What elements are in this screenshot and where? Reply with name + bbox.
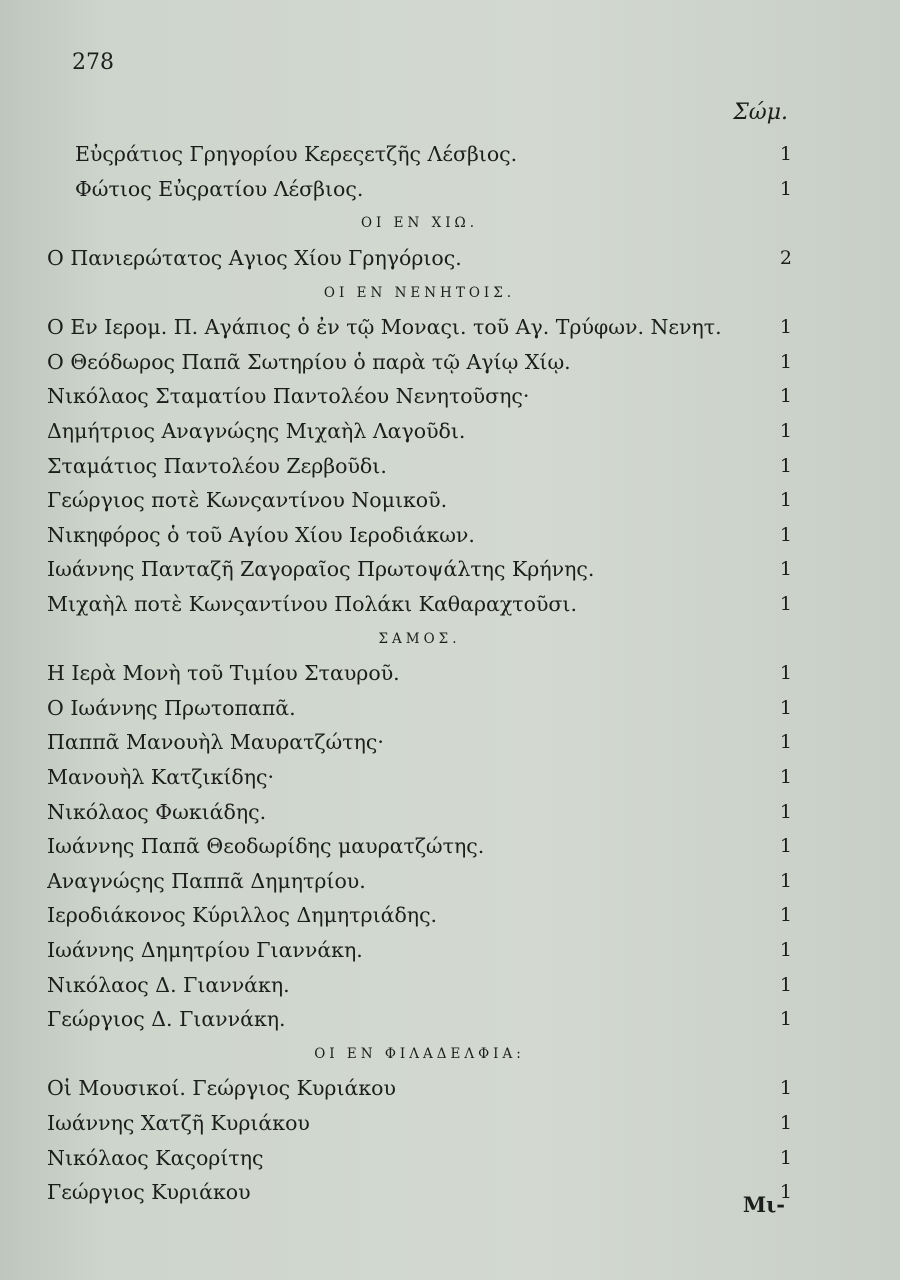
catchword: Μι- [742,1192,785,1217]
list-item [47,552,792,587]
subscriber-name: Ιωάννης Δημητρίου Γιαννάκη. [47,937,363,962]
copies-count: 1 [779,1008,792,1031]
list-item [47,137,792,172]
list-item [47,794,792,829]
list-item [47,1106,792,1141]
subscriber-name: Γεώργιος Κυριάκου [47,1180,251,1205]
copies-count: 1 [779,800,792,823]
copies-count: 1 [779,177,792,200]
list-item [47,379,792,414]
subscriber-name: Νικόλαος Δ. Γιαννάκη. [47,972,290,997]
copies-count: 1 [779,765,792,788]
subscriber-name: Ιωάννης Παπᾶ Θεοδωρίδης μαυρατζώτης. [47,834,485,859]
list-item [47,829,792,864]
copies-count: 1 [779,869,792,892]
list-item [47,656,792,691]
page-number: 278 [72,50,114,75]
subscriber-name: Ο Πανιερώτατος Αγιος Χίου Γρηγόριος. [47,246,462,271]
subscriber-name: Φώτιος Εὐςρατίου Λέσβιος. [75,176,364,201]
column-header: Σώμ. [733,100,788,125]
copies-count: 1 [779,558,792,581]
subscriber-name: Ο Ιωάννης Πρωτοπαπᾶ. [47,695,296,720]
subscriber-name: Δημήτριος Αναγνώςης Μιχαὴλ Λαγοῦδι. [47,419,466,444]
subscriber-name: Ιωάννης Χατζῆ Κυριάκου [47,1110,310,1135]
copies-count: 1 [779,454,792,477]
copies-count: 1 [779,385,792,408]
subscriber-list [47,137,792,1209]
list-item [47,760,792,795]
subscriber-name: Νικόλαος Φωκιάδης. [47,799,267,824]
list-item [47,310,792,345]
copies-count: 1 [779,696,792,719]
copies-count: 1 [779,489,792,512]
copies-count: 1 [779,1111,792,1134]
list-item [47,1002,792,1037]
copies-count: 1 [779,662,792,685]
copies-count: 1 [779,731,792,754]
copies-count: 1 [779,316,792,339]
subscriber-name: Μανουὴλ Κατζικίδης· [47,764,275,789]
subscriber-name: Ιωάννης Πανταζῆ Ζαγοραῖος Πρωτοψάλτης Κρήνης. [47,557,595,582]
list-item [47,1175,792,1210]
subscriber-name: Σταμάτιος Παντολέου Ζερβοῦδι. [47,453,387,478]
list-item [47,967,792,1002]
section-heading: ΣΑΜΟΣ. [378,630,461,647]
subscriber-name: Ο Εν Ιερομ. Π. Αγάπιος ὁ ἐν τῷ Μοναςι. τοῦ Αγ. Τρύφων. Νενητ. [47,315,722,340]
subscriber-name: Αναγνώςης Παππᾶ Δημητρίου. [47,868,366,893]
list-item [47,1071,792,1106]
copies-count: 1 [779,143,792,166]
copies-count: 1 [779,350,792,373]
list-item [47,518,792,553]
list-item [47,863,792,898]
subscriber-name: Οἱ Μουσικοί. Γεώργιος Κυριάκου [47,1076,396,1101]
subscriber-name: Εὐςράτιος Γρηγορίου Κερεςετζῆς Λέσβιος. [75,142,518,167]
list-item [47,898,792,933]
copies-count: 1 [779,1181,792,1204]
subscriber-name: Γεώργιος Δ. Γιαννάκη. [47,1007,286,1032]
section-heading: ΟΙ ΕΝ ΝΕΝΗΤΟΙΣ. [323,284,516,301]
subscriber-name: Ο Θεόδωρος Παπᾶ Σωτηρίου ὁ παρὰ τῷ Αγίῳ Χίῳ. [47,349,571,374]
copies-count: 1 [779,1146,792,1169]
copies-count: 1 [779,973,792,996]
copies-count: 1 [779,938,792,961]
list-item [47,691,792,726]
subscriber-name: Μιχαὴλ ποτὲ Κωνςαντίνου Πολάκι Καθαραχτοῦσι. [47,592,577,617]
copies-count: 1 [779,523,792,546]
subscriber-name: Η Ιερὰ Μονὴ τοῦ Τιμίου Σταυροῦ. [47,661,400,686]
list-item [47,725,792,760]
list-item [47,414,792,449]
copies-count: 2 [779,247,792,270]
list-item [47,448,792,483]
list-item [47,172,792,207]
subscriber-name: Νικηφόρος ὁ τοῦ Αγίου Χίου Ιεροδιάκων. [47,522,475,547]
copies-count: 1 [779,1077,792,1100]
subscriber-name: Νικόλαος Καςορίτης [47,1145,264,1170]
subscriber-name: Παππᾶ Μανουὴλ Μαυρατζώτης· [47,730,384,755]
section-heading: ΟΙ ΕΝ ΦΙΛΑΔΕΛΦΙΑ: [314,1045,525,1062]
copies-count: 1 [779,593,792,616]
section-heading: ΟΙ ΕΝ ΧΙΩ. [360,215,479,232]
list-item [47,241,792,276]
list-item [47,483,792,518]
list-item [47,587,792,622]
list-item [47,1140,792,1175]
subscriber-name: Γεώργιος ποτὲ Κωνςαντίνου Νομικοῦ. [47,488,448,513]
subscriber-name: Νικόλαος Σταματίου Παντολέου Νενητοῦσης· [47,384,530,409]
copies-count: 1 [779,904,792,927]
list-item [47,345,792,380]
list-item [47,933,792,968]
copies-count: 1 [779,420,792,443]
subscriber-name: Ιεροδιάκονος Κύριλλος Δημητριάδης. [47,903,438,928]
copies-count: 1 [779,835,792,858]
